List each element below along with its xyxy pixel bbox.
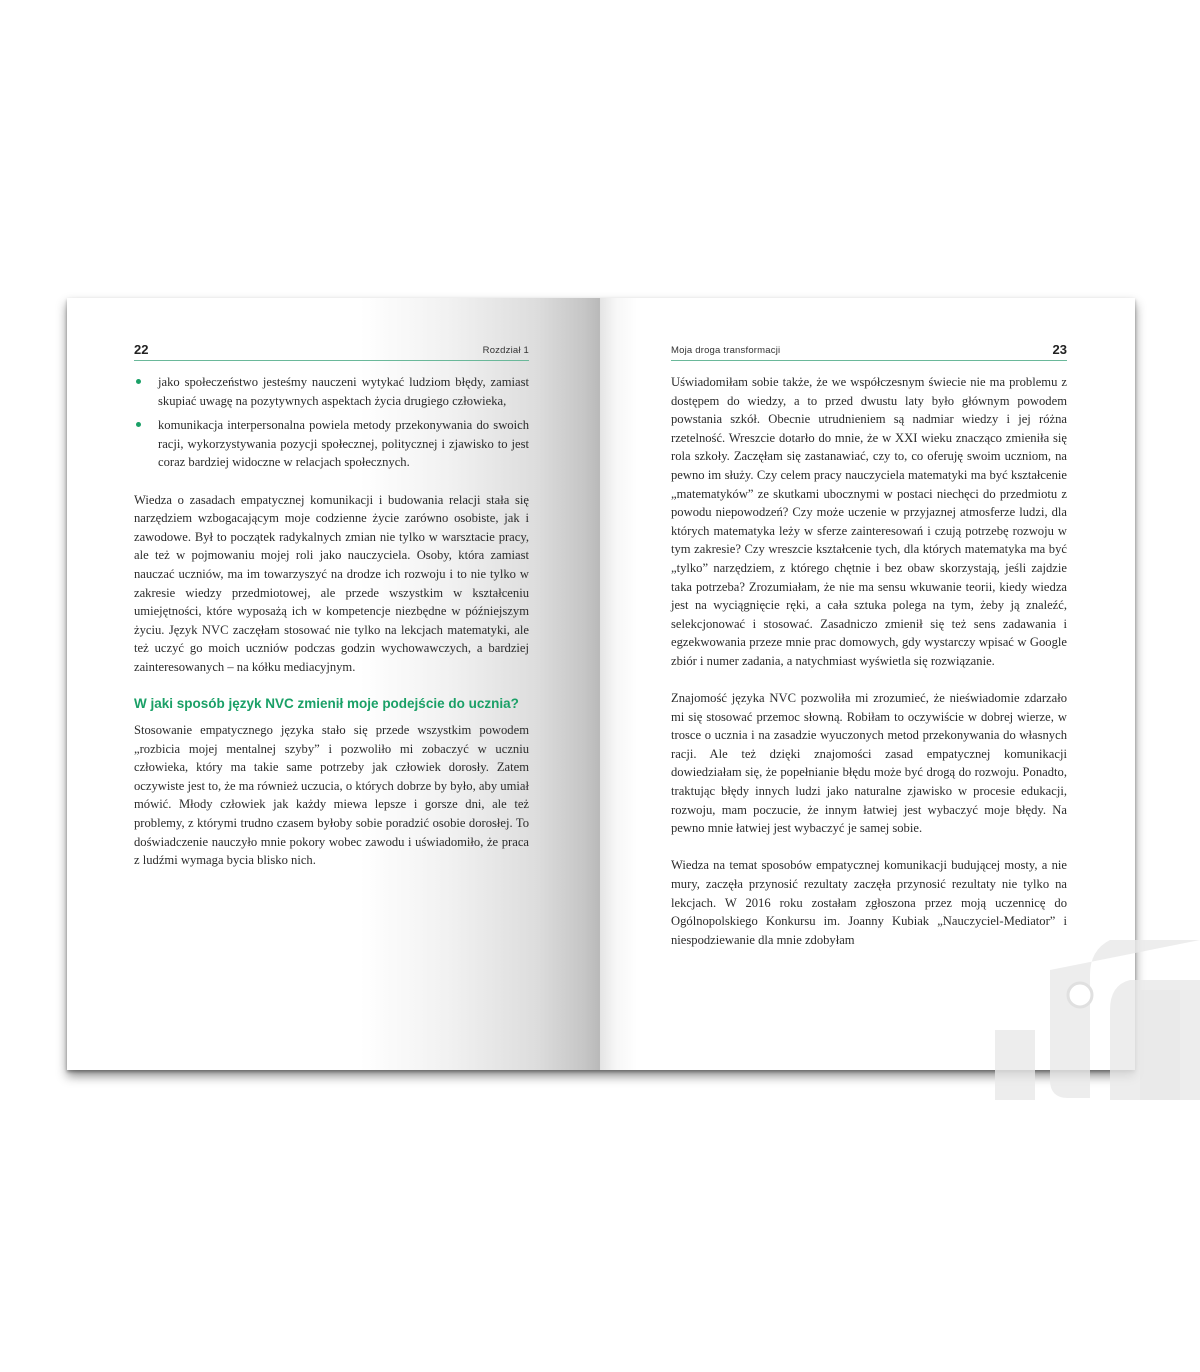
bullet-dot-icon [136, 379, 141, 384]
right-page [600, 298, 1135, 1070]
right-paragraph-1: Uświadomiłam sobie także, że we współczesnym świecie nie ma problemu z dostępem do wiedzy, a to przed dwustu laty było głównym powodem powstania szkół. Obecnie utrudnieniem są nadmiar wiedzy i jej różna rzetelność. Wreszcie dotarło do mnie, że w XXI wieku znacząco zmieniła się rola szkoły. Zaczęłam się zastanawiać, czy to, co oferuję swoim uczniom, na pewno im służy. Czy celem pracy nauczyciela matematyki ma być kształcenie „matematyków” ze skutkami ubocznymi w postaci niechęci do przedmiotu z powodu niepowodzeń? Czy może uczenie w przyjaznej atmosferze ludzi, dla których matematyka leży w sferze zainteresowań i czują potrzebę rozwoju w tym zakresie? Czy wreszcie kształcenie tych, dla których matematyka ma być „tylko” narzędziem, z którego chętnie i bez obaw skorzystają, jeśli zajdzie taka potrzeba? Zrozumiałam, że nie ma sensu wkuwanie teorii, kiedy wiedza jest na wyciągnięcie ręki, a cała sztuka polega na tym, żeby ją znaleźć, selekcjonować i stosować. Zasadniczo zmienił się też sens zadawania i egzekwowania przeze mnie prac domowych, gdy wystarczy wpisać w Google zbiór i numer zadania, a natychmiast wyświetla się rozwiązanie. [671, 375, 1067, 668]
open-book-spread [67, 298, 1135, 1070]
left-page [67, 298, 600, 1070]
left-running-head [134, 342, 529, 361]
right-text-block [671, 373, 1067, 968]
section-heading: W jaki sposób język NVC zmienił moje podejście do ucznia? [134, 696, 519, 712]
left-page-number: 22 [134, 342, 149, 357]
bullet-text: komunikacja interpersonalna powiela metody przekonywania do swoich racji, wykorzystywania pozycji społecznej, politycznej i zjawisko to jest coraz bardziej widoczne w relacjach społecznych. [158, 418, 529, 470]
bullet-text: jako społeczeństwo jesteśmy nauczeni wytykać ludziom błędy, zamiast skupiać uwagę na pozytywnych aspektach życia drugiego człowieka, [158, 375, 529, 408]
right-chapter-title: Moja droga transformacji [671, 345, 781, 356]
left-paragraph-2: Stosowanie empatycznego języka stało się przede wszystkim powodem „rozbicia mojej mentalnej szyby” i pozwoliło mi zobaczyć w uczniu człowieka, który ma takie same potrzeby jak człowiek dorosły. Zatem oczywiste jest to, że ma również uczucia, o których dobrze by było, aby umiał mówić. Młody człowiek jak każdy miewa lepsze i gorsze dni, ale też problemy, z którymi trudno czasem byłoby sobie poradzić osobie dorosłej. To doświadczenie nauczyło mnie pokory wobec zawodu i uświadomiło, że praca z ludźmi wymaga bycia blisko nich. [134, 723, 529, 868]
left-paragraph-1: Wiedza o zasadach empatycznej komunikacji i budowania relacji stała się narzędziem wzbogacającym moje codzienne życie zarówno osobiste, jak i zawodowe. Był to początek radykalnych zmian nie tylko w warsztacie pracy, ale też w pojmowaniu mojej roli jako nauczyciela. Osoby, która zamiast nauczać uczniów, ma im towarzyszyć na drodze ich rozwoju i to nie tylko w zakresie wiedzy przedmiotowej, ale przede wszystkim w kształceniu umiejętności, które wyposażą ich w kompetencje niezbędne w późniejszym życiu. Język NVC zaczęłam stosować nie tylko na lekcjach matematyki, ale też uczyć go moich uczniów podczas godzin wychowawczych, a bardziej zainteresowanych – na kółku mediacyjnym. [134, 492, 529, 674]
right-running-head [671, 342, 1067, 361]
bullet-dot-icon [136, 422, 141, 427]
left-text-block [134, 373, 529, 888]
bullet-list [134, 373, 529, 472]
bullet-item [134, 373, 529, 410]
right-paragraph-3: Wiedza na temat sposobów empatycznej komunikacji budującej mosty, a nie mury, zaczęła przynosić rezultaty zaczęła przynosić rezultaty nie tylko na lekcjach. W 2016 roku zostałam zgłoszona przez moją uczennicę do Ogólnopolskiego Konkursu im. Joanny Kubiak „Nauczyciel-Mediator” i niespodziewanie dla mnie zdobyłam [671, 858, 1067, 947]
right-paragraph-2: Znajomość języka NVC pozwoliła mi zrozumieć, że nieświadomie zdarzało mi się stosować przemoc słowną. Robiłam to oczywiście w dobrej wierze, w trosce o ucznia i na zasadzie wyuczonych metod przekonywania do własnych racji. Ale też dzięki znajomości zasad empatycznej komunikacji dowiedziałam się, że popełnianie błędu może być drogą do rozwoju. Ponadto, traktując błędy innych ludzi jako naturalne zjawisko w procesie edukacji, rozwoju, mam poczucie, że innym łatwiej jest wybaczyć moje błędy. Na pewno mnie łatwiej jest wybaczyć je samej sobie. [671, 691, 1067, 836]
left-chapter-title: Rozdział 1 [482, 345, 529, 356]
bullet-item [134, 416, 529, 472]
right-page-number: 23 [1052, 342, 1067, 357]
